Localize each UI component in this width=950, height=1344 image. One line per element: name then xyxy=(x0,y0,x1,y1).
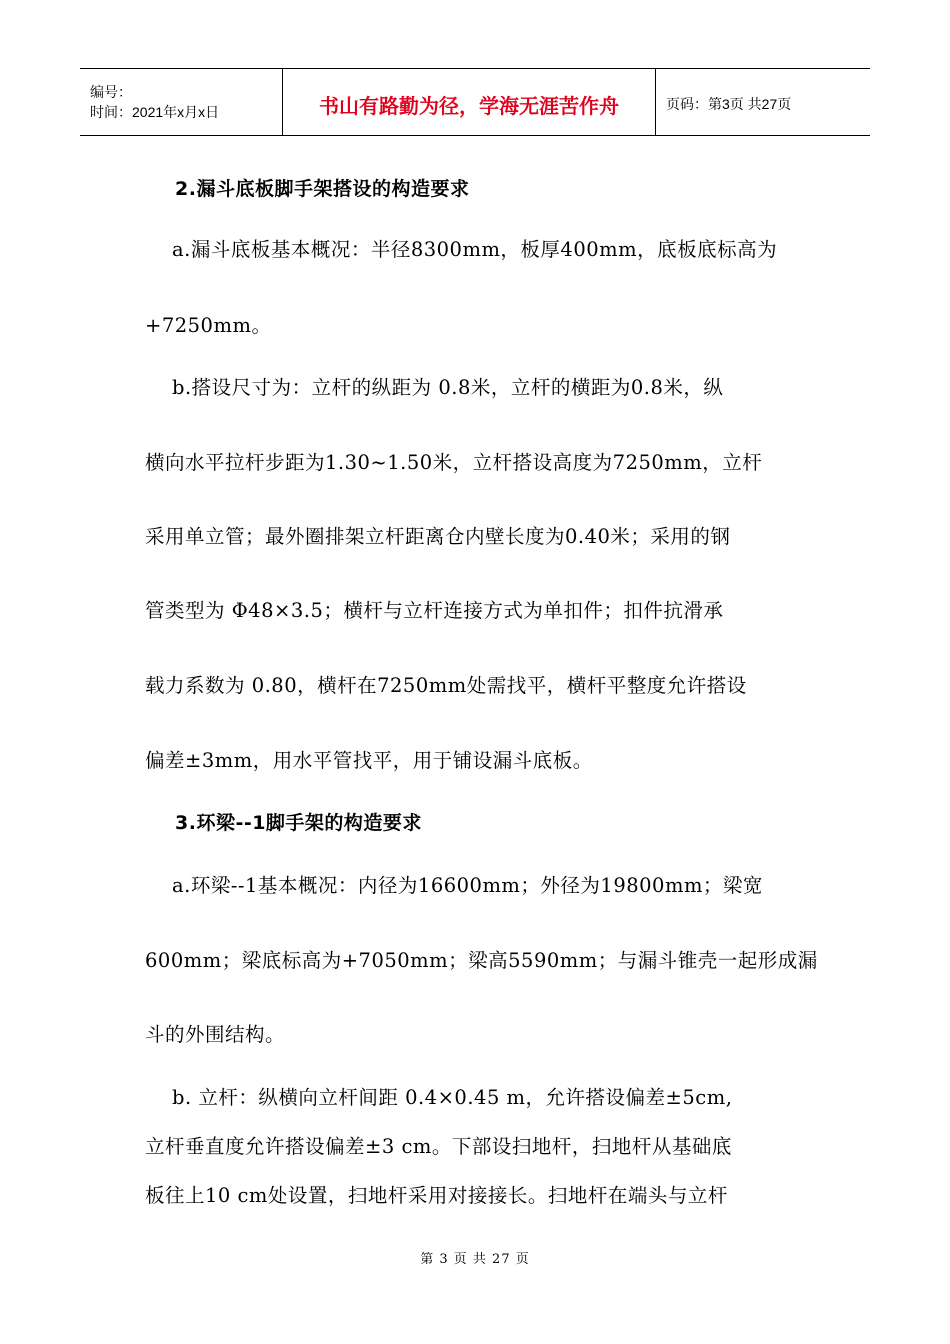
paragraph-line: a.漏斗底板基本概况：半径8300mm，板厚400mm，底板底标高为 xyxy=(172,238,778,261)
paragraph-line: 偏差±3mm，用水平管找平，用于铺设漏斗底板。 xyxy=(145,749,593,772)
paragraph-line: 采用单立管；最外圈排架立杆距离仓内壁长度为0.40米；采用的钢 xyxy=(145,525,731,548)
header-meta xyxy=(80,69,283,135)
document-number-label: 编号： xyxy=(90,84,132,100)
paragraph-line: 斗的外围结构。 xyxy=(145,1023,286,1046)
paragraph-line: 板往上10 cm处设置，扫地杆采用对接接长。扫地杆在端头与立杆 xyxy=(145,1184,728,1207)
section-heading-2: 2.漏斗底板脚手架搭设的构造要求 xyxy=(175,178,470,200)
paragraph-line: a.环梁--1基本概况：内径为16600mm；外径为19800mm；梁宽 xyxy=(172,874,763,897)
header-page-info: 页码：第3页 共27页 xyxy=(666,96,792,112)
page-footer: 第 3 页 共 27 页 xyxy=(420,1252,530,1267)
paragraph-line: 立杆垂直度允许搭设偏差±3 cm。下部设扫地杆，扫地杆从基础底 xyxy=(145,1135,732,1158)
document-date: 时间：2021年x月x日 xyxy=(90,104,220,120)
paragraph-line: 载力系数为 0.80，横杆在7250mm处需找平，横杆平整度允许搭设 xyxy=(145,674,747,697)
section-heading-3: 3.环梁--1脚手架的构造要求 xyxy=(175,812,422,834)
paragraph-line: b.搭设尺寸为：立杆的纵距为 0.8米，立杆的横距为0.8米，纵 xyxy=(172,376,724,399)
paragraph-line: 600mm；梁底标高为+7050mm；梁高5590mm；与漏斗锥壳一起形成漏 xyxy=(145,949,818,972)
paragraph-line: +7250mm。 xyxy=(145,314,272,337)
paragraph-line: 管类型为 Φ48×3.5；横杆与立杆连接方式为单扣件；扣件抗滑承 xyxy=(145,599,724,622)
paragraph-line: 横向水平拉杆步距为1.30~1.50米，立杆搭设高度为7250mm，立杆 xyxy=(145,451,763,474)
header-motto: 书山有路勤为径，学海无涯苦作舟 xyxy=(283,69,656,135)
page-header xyxy=(80,68,870,136)
paragraph-line: b. 立杆：纵横向立杆间距 0.4×0.45 m，允许搭设偏差±5cm, xyxy=(172,1086,733,1109)
